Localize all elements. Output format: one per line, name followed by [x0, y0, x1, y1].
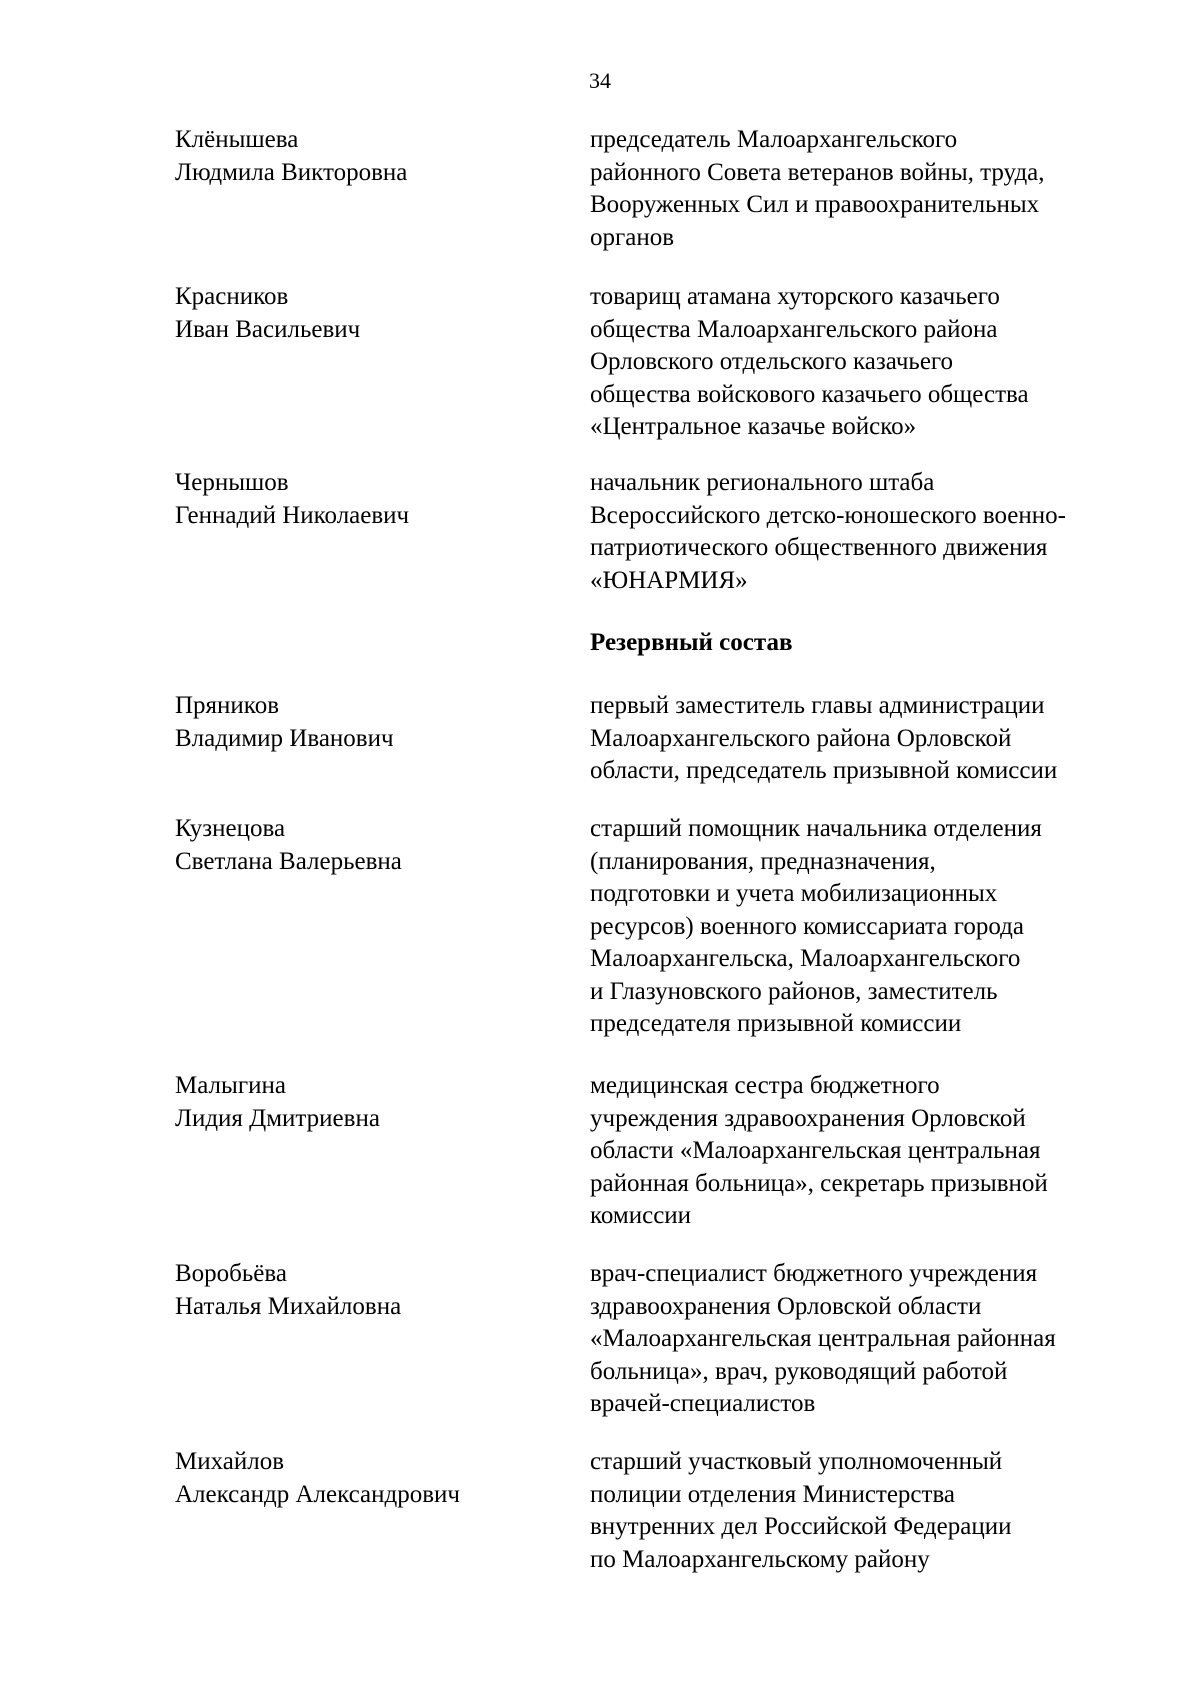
member-given-names: Владимир Иванович	[175, 724, 394, 752]
role-line: первый заместитель главы администрации	[590, 692, 1045, 719]
role-line: «Малоархангельская центральная районная	[590, 1325, 1056, 1352]
member-name	[175, 1258, 575, 1323]
member-role	[590, 690, 1150, 788]
role-line: Вооруженных Сил и правоохранительных	[590, 191, 1040, 218]
member-role	[590, 124, 1150, 254]
member-given-names: Наталья Михайловна	[175, 1292, 402, 1320]
role-line: районного Совета ветеранов войны, труда,	[590, 158, 1045, 186]
role-line: Орловского отдельского казачьего	[590, 348, 954, 375]
role-line: «Центральное казачье войско»	[590, 413, 917, 440]
role-line: старший помощник начальника отделения	[590, 815, 1042, 842]
role-line: полиции отделения Министерства	[590, 1480, 956, 1508]
role-line: подготовки и учета мобилизационных	[590, 880, 998, 907]
role-line: врач-специалист бюджетного учреждения	[590, 1260, 1038, 1287]
member-given-names: Людмила Викторовна	[175, 158, 408, 186]
member-role	[590, 467, 1150, 597]
member-given-names: Александр Александрович	[175, 1480, 460, 1508]
role-line: начальник регионального штаба	[590, 469, 935, 496]
member-name	[175, 1070, 575, 1135]
member-surname: Пряников	[175, 692, 279, 719]
member-given-names: Иван Васильевич	[175, 315, 361, 343]
role-line: председателя призывной комиссии	[590, 1010, 962, 1037]
role-line: Малоархангельска, Малоархангельского	[590, 945, 1021, 972]
role-line: товарищ атамана хуторского казачьего	[590, 283, 1000, 310]
member-surname: Воробьёва	[175, 1260, 287, 1287]
role-line: внутренних дел Российской Федерации	[590, 1513, 1012, 1540]
role-line: старший участковый уполномоченный	[590, 1448, 1003, 1475]
member-name	[175, 124, 575, 189]
role-line: области, председатель призывной комиссии	[590, 757, 1058, 784]
role-line: Всероссийского детско-юношеского военно-	[590, 501, 1066, 529]
role-line: по Малоархангельскому району	[590, 1545, 930, 1573]
member-role	[590, 1258, 1150, 1421]
member-surname: Кузнецова	[175, 815, 286, 842]
role-line: врачей-специалистов	[590, 1390, 816, 1417]
role-line: общества войскового казачьего общества	[590, 380, 1029, 408]
member-surname: Михайлов	[175, 1448, 285, 1475]
member-role	[590, 1070, 1150, 1233]
member-given-names: Геннадий Николаевич	[175, 501, 410, 529]
role-line: Малоархангельского района Орловской	[590, 724, 1012, 752]
role-line: районная больница», секретарь призывной	[590, 1169, 1048, 1197]
member-surname: Малыгина	[175, 1072, 286, 1099]
role-line: общества Малоархангельского района	[590, 315, 998, 343]
member-role	[590, 813, 1150, 1041]
role-line: патриотического общественного движения	[590, 534, 1048, 561]
member-surname: Красников	[175, 283, 289, 310]
reserve-section-heading: Резервный состав	[590, 629, 793, 656]
member-name	[175, 281, 575, 346]
member-name	[175, 813, 575, 878]
member-name	[175, 690, 575, 755]
member-role	[590, 1446, 1150, 1576]
role-line: (планирования, предназначения,	[590, 847, 936, 875]
role-line: области «Малоархангельская центральная	[590, 1137, 1041, 1164]
role-line: здравоохранения Орловской области	[590, 1292, 982, 1320]
role-line: «ЮНАРМИЯ»	[590, 566, 748, 594]
member-name	[175, 1446, 575, 1511]
member-given-names: Светлана Валерьевна	[175, 847, 402, 875]
role-line: медицинская сестра бюджетного	[590, 1072, 940, 1099]
role-line: органов	[590, 223, 675, 251]
role-line: ресурсов) военного комиссариата города	[590, 912, 1024, 940]
role-line: и Глазуновского районов, заместитель	[590, 977, 998, 1005]
page-number: 34	[589, 68, 611, 93]
member-surname: Чернышов	[175, 469, 289, 496]
role-line: учреждения здравоохранения Орловской	[590, 1104, 1026, 1132]
role-line: председатель Малоархангельского	[590, 126, 958, 153]
role-line: комиссии	[590, 1202, 692, 1229]
role-line: больница», врач, руководящий работой	[590, 1357, 1008, 1385]
member-given-names: Лидия Дмитриевна	[175, 1104, 380, 1132]
member-name	[175, 467, 575, 532]
member-surname: Клёнышева	[175, 126, 299, 153]
member-role	[590, 281, 1150, 444]
